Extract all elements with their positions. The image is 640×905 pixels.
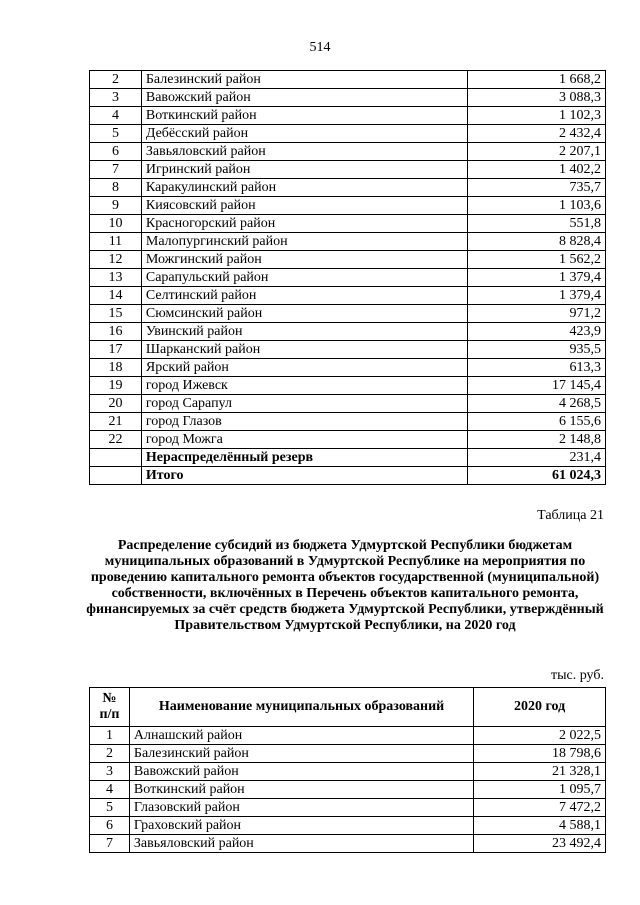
units-label: тыс. руб.	[551, 668, 604, 683]
row-num-cell: 15	[90, 305, 142, 323]
row-value-cell: 613,3	[468, 359, 606, 377]
row-name-cell: Шарканский район	[141, 341, 467, 359]
table-row	[90, 431, 606, 449]
row-value-cell: 1 103,6	[468, 197, 606, 215]
row-num-cell: 11	[90, 233, 142, 251]
row-num-cell: 16	[90, 323, 142, 341]
row-value-cell: 971,2	[468, 305, 606, 323]
table-row	[90, 395, 606, 413]
row-value-cell: 18 798,6	[474, 745, 606, 763]
row-num-cell: 3	[90, 89, 142, 107]
row-name-cell: Можгинский район	[141, 251, 467, 269]
row-num-cell: 18	[90, 359, 142, 377]
row-name-cell: Глазовский район	[129, 799, 473, 817]
table-row	[90, 413, 606, 431]
row-name-cell: город Глазов	[141, 413, 467, 431]
table-row	[90, 71, 606, 89]
row-value-cell: 3 088,3	[468, 89, 606, 107]
row-value-cell: 2 148,8	[468, 431, 606, 449]
row-num-cell: 2	[90, 745, 130, 763]
reserve-row	[90, 449, 606, 467]
row-num-cell: 21	[90, 413, 142, 431]
row-name-cell: город Сарапул	[141, 395, 467, 413]
row-num-cell: 22	[90, 431, 142, 449]
row-name-cell: Вавожский район	[129, 763, 473, 781]
table-row	[90, 161, 606, 179]
table-row	[90, 197, 606, 215]
row-name-cell: Красногорский район	[141, 215, 467, 233]
row-value-cell: 735,7	[468, 179, 606, 197]
row-name-cell: Киясовский район	[141, 197, 467, 215]
table-row	[90, 143, 606, 161]
page-number: 514	[309, 40, 331, 55]
total-value-cell: 61 024,3	[468, 467, 606, 485]
row-value-cell: 1 402,2	[468, 161, 606, 179]
header-num	[90, 688, 130, 727]
row-value-cell: 1 379,4	[468, 287, 606, 305]
header-name: Наименование муниципальных образований	[129, 688, 473, 727]
row-num-cell: 19	[90, 377, 142, 395]
row-num-cell: 6	[90, 817, 130, 835]
row-value-cell: 4 268,5	[468, 395, 606, 413]
row-name-cell: Балезинский район	[141, 71, 467, 89]
row-value-cell: 21 328,1	[474, 763, 606, 781]
row-name-cell: Сюмсинский район	[141, 305, 467, 323]
row-name-cell: Ярский район	[141, 359, 467, 377]
table-row	[90, 287, 606, 305]
table-row	[90, 781, 606, 799]
row-num-cell: 7	[90, 835, 130, 853]
table-row	[90, 763, 606, 781]
row-name-cell: Сарапульский район	[141, 269, 467, 287]
table-row	[90, 179, 606, 197]
table-row	[90, 107, 606, 125]
subsidy-table-continued	[89, 70, 606, 485]
row-name-cell: Воткинский район	[129, 781, 473, 799]
total-name-cell: Итого	[141, 467, 467, 485]
reserve-name-cell: Нераспределённый резерв	[141, 449, 467, 467]
row-num-cell: 5	[90, 799, 130, 817]
subsidy-table-2020	[89, 687, 606, 853]
row-value-cell: 935,5	[468, 341, 606, 359]
row-num-cell: 7	[90, 161, 142, 179]
row-num-cell: 5	[90, 125, 142, 143]
row-name-cell: Воткинский район	[141, 107, 467, 125]
row-value-cell: 1 562,2	[468, 251, 606, 269]
row-num-cell: 20	[90, 395, 142, 413]
header-num-line1: №	[102, 691, 117, 706]
table-row	[90, 799, 606, 817]
table-row	[90, 835, 606, 853]
table-row	[90, 233, 606, 251]
table-row	[90, 377, 606, 395]
table-title: Распределение субсидий из бюджета Удмуртской Республики бюджетам муниципальных образований в Удмуртской Республике на мероприятия по проведению капитального ремонта объектов государственной (муниципальной) собственности, включённых в Перечень объектов капитального ремонта, финансируемых за счёт средств бюджета Удмуртской Республики, утверждённый Правительством Удмуртской Республики, на 2020 год	[86, 538, 604, 633]
row-name-cell: Завьяловский район	[141, 143, 467, 161]
row-value-cell: 23 492,4	[474, 835, 606, 853]
row-num-cell: 9	[90, 197, 142, 215]
table-body	[90, 727, 606, 853]
table-row	[90, 745, 606, 763]
reserve-num-cell	[90, 449, 142, 467]
table-row	[90, 269, 606, 287]
row-num-cell: 8	[90, 179, 142, 197]
total-row	[90, 467, 606, 485]
row-value-cell: 4 588,1	[474, 817, 606, 835]
row-name-cell: Каракулинский район	[141, 179, 467, 197]
row-name-cell: Игринский район	[141, 161, 467, 179]
table-row	[90, 817, 606, 835]
table-body	[90, 71, 606, 449]
row-num-cell: 13	[90, 269, 142, 287]
row-name-cell: город Ижевск	[141, 377, 467, 395]
row-value-cell: 2 432,4	[468, 125, 606, 143]
row-value-cell: 551,8	[468, 215, 606, 233]
row-value-cell: 1 668,2	[468, 71, 606, 89]
table-row	[90, 305, 606, 323]
row-name-cell: Граховский район	[129, 817, 473, 835]
row-num-cell: 1	[90, 727, 130, 745]
row-num-cell: 14	[90, 287, 142, 305]
row-num-cell: 17	[90, 341, 142, 359]
row-name-cell: Алнашский район	[129, 727, 473, 745]
row-value-cell: 2 022,5	[474, 727, 606, 745]
row-value-cell: 7 472,2	[474, 799, 606, 817]
row-num-cell: 6	[90, 143, 142, 161]
total-num-cell	[90, 467, 142, 485]
row-name-cell: Селтинский район	[141, 287, 467, 305]
row-value-cell: 1 379,4	[468, 269, 606, 287]
row-num-cell: 10	[90, 215, 142, 233]
row-name-cell: город Можга	[141, 431, 467, 449]
row-value-cell: 2 207,1	[468, 143, 606, 161]
header-num-line2: п/п	[99, 707, 120, 722]
table-row	[90, 323, 606, 341]
row-name-cell: Завьяловский район	[129, 835, 473, 853]
row-value-cell: 6 155,6	[468, 413, 606, 431]
header-year: 2020 год	[474, 688, 606, 727]
row-name-cell: Увинский район	[141, 323, 467, 341]
row-num-cell: 3	[90, 763, 130, 781]
row-name-cell: Дебёсский район	[141, 125, 467, 143]
row-value-cell: 1 095,7	[474, 781, 606, 799]
reserve-value-cell: 231,4	[468, 449, 606, 467]
table-row	[90, 215, 606, 233]
row-value-cell: 17 145,4	[468, 377, 606, 395]
row-num-cell: 12	[90, 251, 142, 269]
table-number: Таблица 21	[537, 508, 604, 523]
table-row	[90, 251, 606, 269]
row-name-cell: Балезинский район	[129, 745, 473, 763]
table-row	[90, 341, 606, 359]
row-num-cell: 4	[90, 107, 142, 125]
row-value-cell: 1 102,3	[468, 107, 606, 125]
table-row	[90, 89, 606, 107]
header-row	[90, 688, 606, 727]
table-row	[90, 359, 606, 377]
row-num-cell: 2	[90, 71, 142, 89]
row-value-cell: 423,9	[468, 323, 606, 341]
table-row	[90, 125, 606, 143]
table-row	[90, 727, 606, 745]
row-name-cell: Вавожский район	[141, 89, 467, 107]
row-name-cell: Малопургинский район	[141, 233, 467, 251]
row-num-cell: 4	[90, 781, 130, 799]
row-value-cell: 8 828,4	[468, 233, 606, 251]
